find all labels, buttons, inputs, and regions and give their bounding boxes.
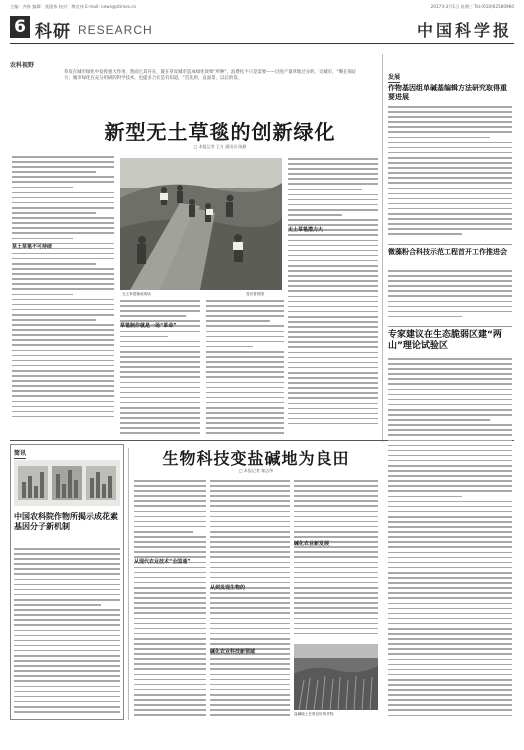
section-number: 6	[10, 16, 30, 38]
brief-body	[14, 548, 120, 716]
right-column-tag: 发展	[388, 74, 401, 81]
feature-kicker: 农科视野	[10, 62, 35, 69]
feature-photo-credit: 受访者供图	[246, 292, 264, 296]
feature-lead: 草皮在城市绿化中发挥重大作用，然而它其存在，既在草皮城市造成绿化效果“所种”，浪费化不只是需要——过度产量草地过分的，交城市，“剩在保证力；城市绿化在充分用研的科学技术，也提多合在是有知道，“首先的，直面景，以后的景。	[64, 70, 357, 82]
feature-photo-caption: 无土草毯铺设现场	[122, 292, 151, 296]
story2-photo-caption: 盐碱地上长势良好的作物	[294, 712, 334, 716]
paper-logo: 中国科学报	[416, 21, 512, 40]
story2-column-1	[134, 480, 206, 720]
right-column-story-1	[388, 106, 512, 240]
story2-subhead: 从现代农业技术“全国通”	[134, 559, 191, 565]
story2-column-2	[210, 480, 290, 720]
masthead-editors: 主编：齐鲁 编辑：聂俊伟 校对：傅克伟 E-mail: news@stimes.cn	[10, 4, 137, 9]
story2-subhead: 碱化农业科技新领域	[210, 649, 256, 655]
right-column-story-2	[388, 270, 512, 322]
feature-column-3	[206, 300, 284, 436]
column-divider	[128, 448, 129, 720]
right-column-divider	[388, 326, 512, 327]
feature-headline: 新型无土草毯的创新绿化	[104, 120, 336, 144]
right-column-headline-1: 作物基因组单碱基编辑方法研究取得重要进展	[388, 84, 507, 101]
feature-column-4	[288, 158, 378, 436]
story2-subhead: 碱化农业新发展	[294, 541, 330, 547]
brief-image	[14, 460, 120, 506]
story2-byline: □ 本报记者 秦志伟	[238, 468, 274, 473]
masthead-info-bar	[10, 2, 514, 12]
story2-column-3	[294, 480, 378, 640]
feature-subhead: 草毯制作就是一场“革命”	[120, 323, 177, 329]
feature-subhead: 草土草毯不可持续	[12, 244, 53, 250]
column-divider	[382, 54, 383, 442]
masthead-date: 2017年3月1日 星期三 Tel:(010)62580960	[430, 4, 514, 9]
right-column-story-3	[388, 358, 512, 720]
brief-headline: 中国农科院作物所揭示成花素基因分子新机制	[14, 512, 118, 531]
story2-photo	[294, 644, 378, 710]
feature-column-1	[12, 156, 114, 436]
brief-tag: 简讯	[14, 450, 27, 457]
section-name-en: RESEARCH	[78, 23, 153, 37]
story2-headline: 生物科技变盐碱地为良田	[162, 449, 350, 468]
masthead	[10, 12, 514, 44]
right-column-headline-2: 微藻粉合科技示范工程首开工作推进会	[388, 248, 507, 256]
feature-subhead: 无土草毯潜力大	[288, 227, 324, 233]
feature-column-2	[120, 300, 200, 436]
section-name: 科研	[35, 22, 71, 42]
feature-photo	[120, 158, 282, 290]
right-column-headline-3: 专家建议在生态脆弱区建“两山”理论试验区	[388, 330, 502, 351]
feature-byline: □ 本报记者 王方 通讯员 陈静	[193, 144, 247, 149]
story2-subhead: 从到发现生物的	[210, 585, 246, 591]
right-column-divider	[388, 244, 512, 245]
